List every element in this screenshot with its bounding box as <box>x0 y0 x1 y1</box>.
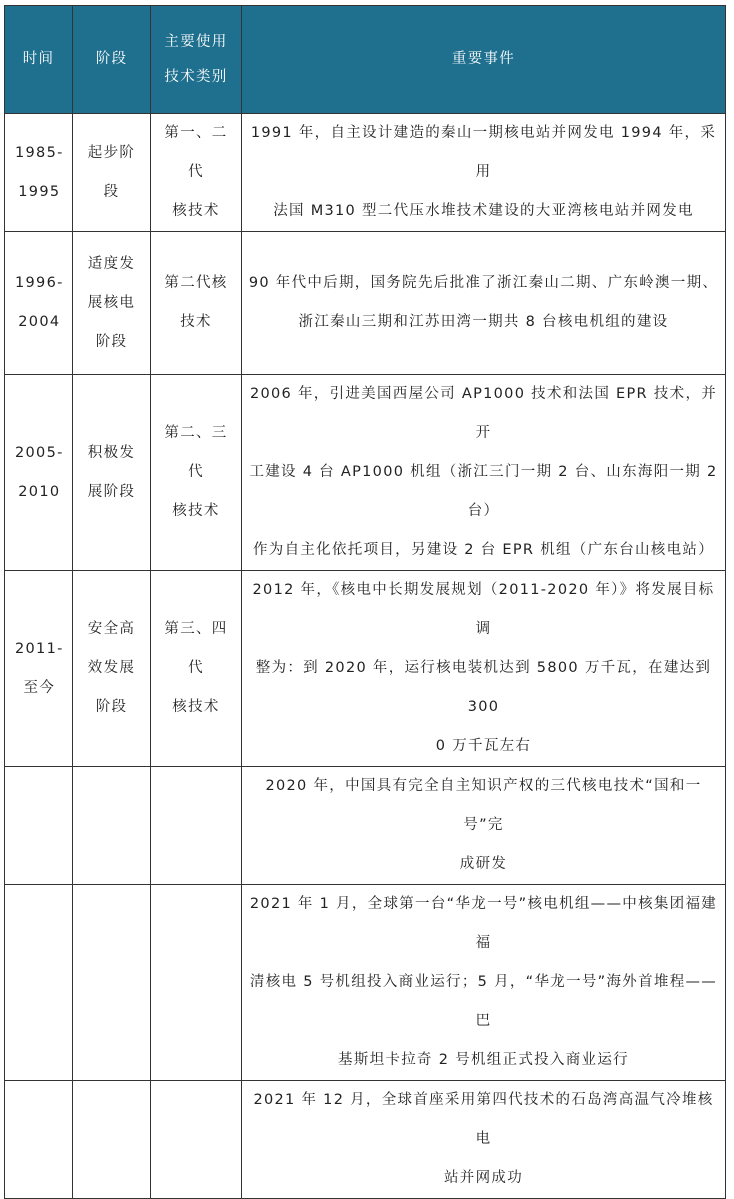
stage-cell: 适度发 展核电 阶段 <box>73 232 151 375</box>
stage-cell <box>73 767 151 885</box>
stage-cell <box>73 885 151 1081</box>
tech-cell <box>151 885 242 1081</box>
header-tech-line1: 主要使用 <box>164 33 228 50</box>
time-cell: 2011- 至今 <box>5 571 73 767</box>
table-row <box>5 571 726 767</box>
header-tech <box>151 6 242 114</box>
table-row <box>5 1081 726 1199</box>
nuclear-development-table-wrapper <box>4 5 725 1199</box>
time-cell: 2005- 2010 <box>5 375 73 571</box>
tech-cell: 第一、二代 核技术 <box>151 114 242 232</box>
table-row <box>5 767 726 885</box>
time-cell <box>5 885 73 1081</box>
header-event: 重要事件 <box>242 6 726 114</box>
stage-cell: 起步阶 段 <box>73 114 151 232</box>
tech-cell <box>151 767 242 885</box>
nuclear-development-table <box>4 5 726 1199</box>
tech-cell <box>151 1081 242 1199</box>
time-cell: 1996- 2004 <box>5 232 73 375</box>
header-stage: 阶段 <box>73 6 151 114</box>
tech-cell: 第二代核 技术 <box>151 232 242 375</box>
tech-cell: 第二、三代 核技术 <box>151 375 242 571</box>
table-row <box>5 375 726 571</box>
time-cell <box>5 767 73 885</box>
event-cell: 2020 年，中国具有完全自主知识产权的三代核电技术“国和一号”完 成研发 <box>242 767 726 885</box>
header-time: 时间 <box>5 6 73 114</box>
table-row <box>5 114 726 232</box>
event-cell: 2021 年 1 月，全球第一台“华龙一号”核电机组——中核集团福建福 清核电 5 号机组投入商业运行；5 月，“华龙一号”海外首堆程——巴 基斯坦卡拉奇 2 号机组正式投入商业运行 <box>242 885 726 1081</box>
stage-cell <box>73 1081 151 1199</box>
event-cell: 2021 年 12 月，全球首座采用第四代技术的石岛湾高温气冷堆核电 站并网成功 <box>242 1081 726 1199</box>
tech-cell: 第三、四代 核技术 <box>151 571 242 767</box>
stage-cell: 积极发 展阶段 <box>73 375 151 571</box>
time-cell <box>5 1081 73 1199</box>
header-tech-line2: 技术类别 <box>164 68 228 85</box>
time-cell: 1985- 1995 <box>5 114 73 232</box>
table-row <box>5 232 726 375</box>
stage-cell: 安全高 效发展 阶段 <box>73 571 151 767</box>
event-cell: 2006 年，引进美国西屋公司 AP1000 技术和法国 EPR 技术，并开 工建设 4 台 AP1000 机组（浙江三门一期 2 台、山东海阳一期 2 台） 作为自主化依托项目，另建设 2 台 EPR 机组（广东台山核电站） <box>242 375 726 571</box>
table-header-row <box>5 6 726 114</box>
event-cell: 2012 年，《核电中长期发展规划（2011-2020 年）》将发展目标调 整为：到 2020 年，运行核电装机达到 5800 万千瓦，在建达到 300 0 万千瓦左右 <box>242 571 726 767</box>
event-cell: 90 年代中后期，国务院先后批准了浙江秦山二期、广东岭澳一期、 浙江秦山三期和江苏田湾一期共 8 台核电机组的建设 <box>242 232 726 375</box>
table-row <box>5 885 726 1081</box>
event-cell: 1991 年，自主设计建造的秦山一期核电站并网发电 1994 年，采用 法国 M310 型二代压水堆技术建设的大亚湾核电站并网发电 <box>242 114 726 232</box>
